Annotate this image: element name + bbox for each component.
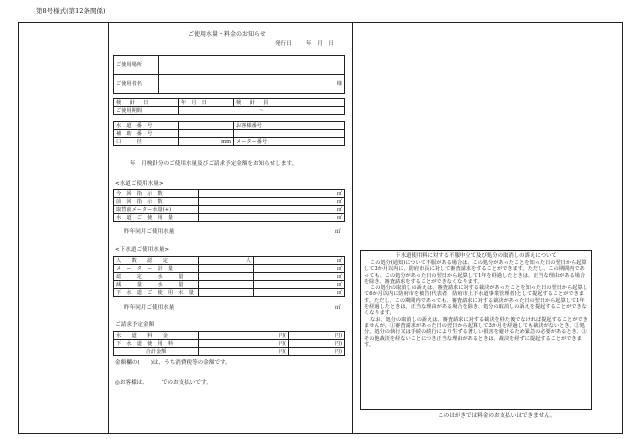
water-section-title: <水道ご使用水量> xyxy=(115,181,164,187)
appeal-paragraph-1: この処分(通知)について不服がある場合は、この処分があったことを知った日の翌日から起算して3か月以内に、防府市長に対して審査請求をすることができます。ただし、この期間内であっても、この処分があった日の翌日から起算して1年を経過したときは、正当な理由がある場合を除き、審査請求をすることができなくなります。 xyxy=(364,260,587,285)
notice-title: ご使用水量・料金のお知らせ xyxy=(188,31,266,38)
table-row: 水 道 ご 使 用 量 ㎥ xyxy=(114,214,345,222)
intro-text: 年 月検針分のご使用水量及びご請求予定金額をお知らせします。 xyxy=(130,161,298,167)
meter-no-label: メーター番号 xyxy=(234,138,345,146)
table-row: 前 回 指 示 数 ㎥ xyxy=(114,198,345,206)
water-no-label: 水 道 番 号 xyxy=(114,122,179,130)
table-row: 下 水 道 ご 使 用 水 量 ㎥ xyxy=(114,289,345,297)
meter-reading-table xyxy=(113,98,345,115)
table-row: メ ー タ ー 計 量 ㎥ xyxy=(114,265,345,273)
address-value xyxy=(159,56,345,75)
charge-section-title: ご請求予定金額 xyxy=(115,322,155,328)
table-row: 減 量 水 量 ㎥ xyxy=(114,281,345,289)
meter-date-label: 検 針 日 xyxy=(114,99,179,107)
sewer-section-title: <下水道ご使用水量> xyxy=(115,247,170,253)
issue-date-label: 発行日 xyxy=(275,41,292,47)
meter-reader-label: 検 針 員 xyxy=(234,99,345,107)
name-label: ご使用者名 xyxy=(114,75,159,94)
charge-table xyxy=(113,331,345,356)
fold-line-middle xyxy=(352,22,353,434)
meter-info-table xyxy=(113,121,345,146)
tax-note: 金額欄の( )は、うち消費税等の金額です。 xyxy=(115,360,231,366)
payment-disclaimer: このはがきでは料金のお支払いはできません。 xyxy=(438,413,556,419)
sub-no-label: 補 助 番 号 xyxy=(114,130,179,138)
diameter-label: 口 径 xyxy=(114,138,179,146)
sama-label: 様 xyxy=(159,75,345,94)
period-label: ご使用期間 xyxy=(114,107,179,115)
sewer-last-year-unit: ㎥ xyxy=(335,305,341,311)
fold-line-left xyxy=(108,22,109,434)
appeal-paragraph-2: この処分の取消しの訴えは、審査請求に対する裁決があったことを知った日の翌日から起算して6か月以内に防府市を被告(代表者 防府市上下水道事業管理者)として提起することができます。ただし、この期間内であっても、審査請求に対する裁決があった日の翌日から起算して1年を経過したときは、正当な理由がある場合を除き、処分の取消しの訴えを提起することができなくなります。 xyxy=(364,285,588,317)
customer-table xyxy=(113,55,345,94)
table-row: 水 道 料 金 円( 円) xyxy=(114,332,345,340)
appeal-notice-box xyxy=(360,250,592,410)
payment-note: ◎お客様は、 でのお支払いです。 xyxy=(115,380,212,386)
form-number: 第8号様式(第12条関係) xyxy=(36,7,106,15)
issue-date: 年 月 日 xyxy=(306,41,334,47)
water-last-year-label: 昨年同月ご使用水量 xyxy=(124,229,175,235)
sewer-usage-table xyxy=(113,256,345,297)
table-row: 認 定 水 量 ㎥ xyxy=(114,273,345,281)
customer-no-label: お客様番号 xyxy=(234,122,345,130)
table-row: 合計金額 円( 円) xyxy=(114,348,345,356)
table-row: 今 回 指 示 数 ㎥ xyxy=(114,190,345,198)
table-row: 人 数 認 定 人 ㎥ xyxy=(114,257,345,265)
water-usage-table xyxy=(113,189,345,222)
address-label: ご使用場所 xyxy=(114,56,159,75)
table-row: 取替前メーター水量(+) ㎥ xyxy=(114,206,345,214)
meter-date-value: 年 月 日 xyxy=(179,99,234,107)
appeal-notice-title: 下水道使用料に対する不服申立て及び処分の取消しの訴えについて xyxy=(395,253,557,259)
table-row: 下 水 道 使 用 料 円( 円) xyxy=(114,340,345,348)
diameter-unit: mm xyxy=(179,138,234,146)
sewer-last-year-label: 昨年同月ご使用水量 xyxy=(124,305,175,311)
water-last-year-unit: ㎥ xyxy=(335,229,341,235)
period-value: ～ xyxy=(179,107,345,115)
appeal-paragraph-3: なお、処分の取消しの訴えは、審査請求に対する裁決を経た後でなければ提起することができませんが、①審査請求があった日の翌日から起算して3か月を経過しても裁決がないとき、②処分、処分の執行又は手続の続行により生ずる著しい損害を避けるため緊急の必要があるとき、③その他裁決を経ないことにつき正当な理由があるときは、裁決を経ずに提起することができます。 xyxy=(364,316,588,348)
